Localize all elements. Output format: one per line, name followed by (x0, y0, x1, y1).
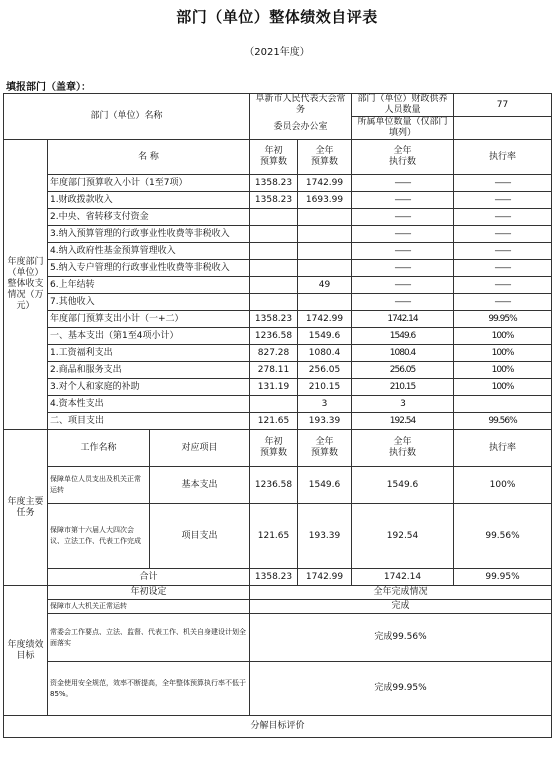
budget-initial-value: 1236.58 (250, 328, 298, 345)
budget-rate-value: 99.56% (454, 413, 552, 430)
task-rate-value: 99.56% (454, 504, 552, 569)
budget-item-name: 2.商品和服务支出 (48, 362, 250, 379)
task-exec-value: 1549.6 (352, 467, 454, 504)
staff-count-value: 77 (454, 94, 552, 117)
budget-rate-value: —— (454, 175, 552, 192)
budget-item-name: 3.对个人和家庭的补助 (48, 379, 250, 396)
budget-item-name: 年度部门预算支出小计（一+二） (48, 311, 250, 328)
budget-item-name: 7.其他收入 (48, 294, 250, 311)
document-year: （2021年度） (244, 47, 310, 58)
goal-done: 完成99.56% (250, 614, 552, 662)
budget-exec-value: —— (352, 277, 454, 294)
budget-full-value: 193.39 (298, 413, 352, 430)
goal-row (4, 600, 552, 614)
goals-col-set: 年初设定 (48, 586, 250, 600)
budget-exec-value: —— (352, 260, 454, 277)
budget-row (4, 379, 552, 396)
task-item: 基本支出 (150, 467, 250, 504)
budget-col-initial (250, 140, 298, 175)
tasks-col-rate: 执行率 (454, 430, 552, 467)
budget-col-full (298, 140, 352, 175)
budget-initial-value: 121.65 (250, 413, 298, 430)
budget-initial-value: 827.28 (250, 345, 298, 362)
budget-item-name: 年度部门预算收入小计（1至7项） (48, 175, 250, 192)
goal-footer-label: 分解目标评价 (4, 716, 552, 738)
budget-rate-value: 99.95% (454, 311, 552, 328)
budget-full-value: 210.15 (298, 379, 352, 396)
tasks-col-exec-l2: 执行数 (389, 448, 417, 458)
budget-exec-value: 192.54 (352, 413, 454, 430)
budget-col-exec-l2: 执行数 (389, 157, 417, 167)
budget-row (4, 192, 552, 209)
tasks-col-initial (250, 430, 298, 467)
budget-full-value: 49 (298, 277, 352, 294)
document-title: 部门（单位）整体绩效自评表 (176, 8, 378, 26)
budget-col-rate: 执行率 (454, 140, 552, 175)
task-row (4, 467, 552, 504)
budget-rate-value: 100% (454, 362, 552, 379)
budget-initial-value (250, 260, 298, 277)
budget-rate-value: —— (454, 209, 552, 226)
budget-row (4, 328, 552, 345)
tasks-col-full-l1: 全年 (315, 437, 334, 447)
tasks-col-exec (352, 430, 454, 467)
task-total-rate: 99.95% (454, 569, 552, 586)
budget-exec-value: 1549.6 (352, 328, 454, 345)
tasks-col-task: 工作名称 (48, 430, 150, 467)
budget-exec-value: —— (352, 192, 454, 209)
budget-initial-value: 1358.23 (250, 192, 298, 209)
filling-unit-label: 填报部门（盖章）： (6, 82, 91, 93)
unit-name-line2: 委员会办公室 (250, 117, 352, 140)
budget-exec-value: 256.05 (352, 362, 454, 379)
budget-full-value: 1742.99 (298, 311, 352, 328)
task-total-label: 合计 (48, 569, 250, 586)
subunit-count-value (454, 117, 552, 140)
tasks-col-exec-l1: 全年 (393, 437, 412, 447)
budget-full-value (298, 294, 352, 311)
budget-rate-value (454, 396, 552, 413)
budget-initial-value (250, 294, 298, 311)
budget-exec-value: 1080.4 (352, 345, 454, 362)
budget-initial-value: 1358.23 (250, 175, 298, 192)
budget-full-value: 256.05 (298, 362, 352, 379)
budget-item-name: 1.财政拨款收入 (48, 192, 250, 209)
budget-item-name: 一、基本支出（第1至4项小计） (48, 328, 250, 345)
budget-item-name: 4.资本性支出 (48, 396, 250, 413)
tasks-col-initial-l2: 预算数 (259, 448, 287, 458)
tasks-section-label: 年度主要任务 (4, 430, 48, 586)
budget-exec-value: —— (352, 209, 454, 226)
budget-full-value (298, 243, 352, 260)
tasks-col-full (298, 430, 352, 467)
budget-col-full-l1: 全年 (315, 146, 334, 156)
budget-initial-value (250, 396, 298, 413)
goal-set: 保障市人大机关正常运转 (48, 600, 250, 614)
budget-row (4, 345, 552, 362)
task-initial-value: 121.65 (250, 504, 298, 569)
budget-exec-value: 3 (352, 396, 454, 413)
budget-full-value (298, 209, 352, 226)
task-total-exec: 1742.14 (352, 569, 454, 586)
budget-row (4, 396, 552, 413)
task-full-value: 193.39 (298, 504, 352, 569)
budget-initial-value (250, 243, 298, 260)
budget-row (4, 294, 552, 311)
budget-full-value: 1693.99 (298, 192, 352, 209)
budget-col-exec (352, 140, 454, 175)
task-row (4, 504, 552, 569)
budget-rate-value: 100% (454, 379, 552, 396)
budget-row (4, 226, 552, 243)
budget-rate-value: —— (454, 243, 552, 260)
goals-col-done: 全年完成情况 (250, 586, 552, 600)
evaluation-table (3, 93, 552, 738)
task-total-full: 1742.99 (298, 569, 352, 586)
budget-item-name: 3.纳入预算管理的行政事业性收费等非税收入 (48, 226, 250, 243)
budget-section-label: 年度部门（单位）整体收支情况（万元） (4, 140, 48, 430)
task-name: 保障单位人员支出及机关正常运转 (48, 467, 150, 504)
budget-rate-value: 100% (454, 328, 552, 345)
budget-exec-value: —— (352, 294, 454, 311)
budget-row (4, 209, 552, 226)
goal-done: 完成 (250, 600, 552, 614)
tasks-col-initial-l1: 年初 (264, 437, 283, 447)
task-exec-value: 192.54 (352, 504, 454, 569)
budget-row (4, 311, 552, 328)
goal-set: 常委会工作要点、立法、监督、代表工作、机关自身建设计划全面落实 (48, 614, 250, 662)
budget-item-name: 6.上年结转 (48, 277, 250, 294)
budget-initial-value (250, 226, 298, 243)
budget-item-name: 1.工资福利支出 (48, 345, 250, 362)
budget-row (4, 260, 552, 277)
budget-initial-value (250, 209, 298, 226)
budget-item-name: 2.中央、省转移支付资金 (48, 209, 250, 226)
budget-rate-value: 100% (454, 345, 552, 362)
budget-full-value: 1742.99 (298, 175, 352, 192)
budget-initial-value: 131.19 (250, 379, 298, 396)
budget-rate-value: —— (454, 226, 552, 243)
tasks-col-full-l2: 预算数 (311, 448, 339, 458)
task-total-initial: 1358.23 (250, 569, 298, 586)
goal-row (4, 662, 552, 716)
budget-exec-value: —— (352, 226, 454, 243)
goal-set: 资金使用安全规范，效率不断提高，全年整体预算执行率不低于85%。 (48, 662, 250, 716)
budget-rate-value: —— (454, 294, 552, 311)
budget-item-name: 5.纳入专户管理的行政事业性收费等非税收入 (48, 260, 250, 277)
budget-exec-value: —— (352, 175, 454, 192)
task-full-value: 1549.6 (298, 467, 352, 504)
budget-rate-value: —— (454, 192, 552, 209)
budget-full-value (298, 260, 352, 277)
unit-name-label: 部门（单位）名称 (4, 94, 250, 140)
subunit-count-label: 所属单位数量（仅部门填列） (352, 117, 454, 140)
budget-item-name: 二、项目支出 (48, 413, 250, 430)
budget-initial-value: 278.11 (250, 362, 298, 379)
goals-section-label: 年度绩效目标 (4, 586, 48, 716)
task-rate-value: 100% (454, 467, 552, 504)
budget-col-initial-l2: 预算数 (259, 157, 287, 167)
budget-full-value: 3 (298, 396, 352, 413)
budget-full-value: 1080.4 (298, 345, 352, 362)
task-initial-value: 1236.58 (250, 467, 298, 504)
goal-row (4, 614, 552, 662)
budget-initial-value: 1358.23 (250, 311, 298, 328)
budget-rate-value: —— (454, 260, 552, 277)
budget-item-name: 4.纳入政府性基金预算管理收入 (48, 243, 250, 260)
budget-row (4, 277, 552, 294)
budget-row (4, 413, 552, 430)
budget-initial-value (250, 277, 298, 294)
unit-name-line1: 阜新市人民代表大会常务 (250, 94, 352, 117)
goal-done: 完成99.95% (250, 662, 552, 716)
budget-full-value (298, 226, 352, 243)
task-name: 保障市第十六届人大四次会议、立法工作、代表工作完成 (48, 504, 150, 569)
budget-exec-value: 210.15 (352, 379, 454, 396)
tasks-col-item: 对应项目 (150, 430, 250, 467)
budget-col-full-l2: 预算数 (311, 157, 339, 167)
task-total-row (4, 569, 552, 586)
budget-full-value: 1549.6 (298, 328, 352, 345)
budget-row (4, 362, 552, 379)
staff-count-label: 部门（单位）财政供养人员数量 (352, 94, 454, 117)
budget-col-name: 名 称 (48, 140, 250, 175)
budget-row (4, 243, 552, 260)
budget-exec-value: —— (352, 243, 454, 260)
task-item: 项目支出 (150, 504, 250, 569)
budget-row (4, 175, 552, 192)
budget-exec-value: 1742.14 (352, 311, 454, 328)
budget-rate-value: —— (454, 277, 552, 294)
budget-col-initial-l1: 年初 (264, 146, 283, 156)
budget-col-exec-l1: 全年 (393, 146, 412, 156)
